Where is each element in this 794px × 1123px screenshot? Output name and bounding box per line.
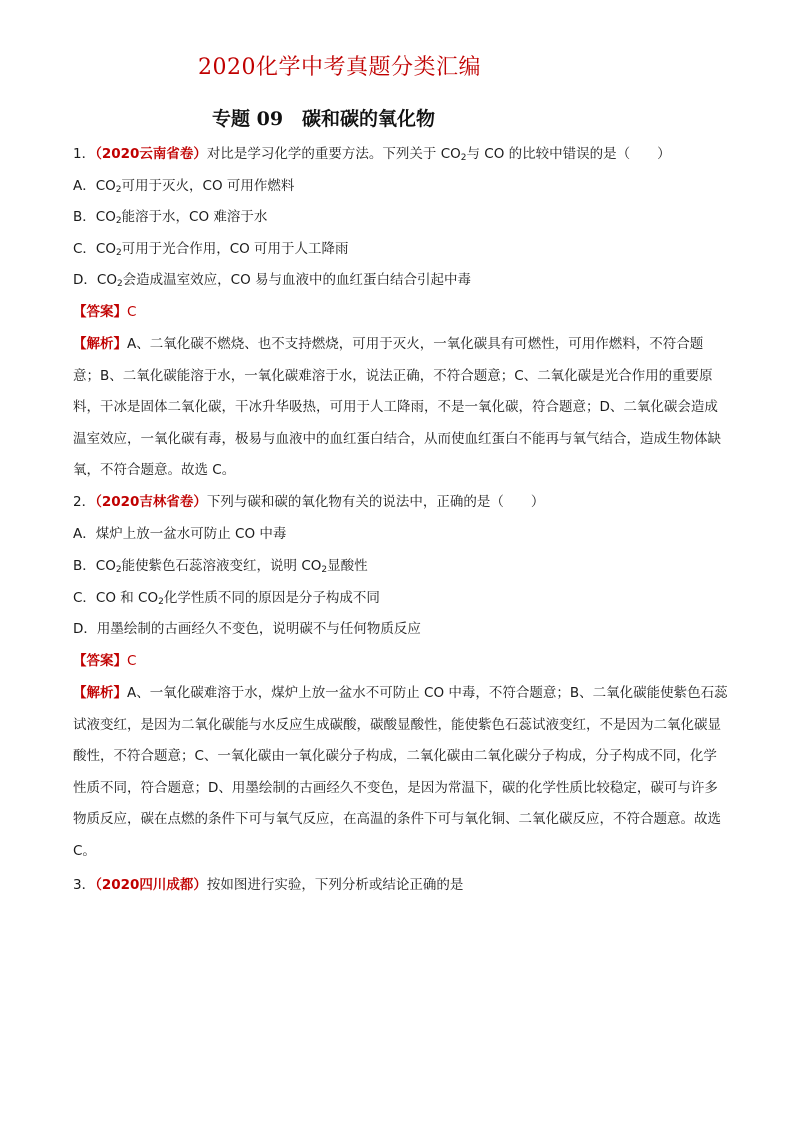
question-1-option-d xyxy=(73,270,471,290)
question-2-option-c xyxy=(73,588,380,608)
option-text: A．煤炉上放一盆水可防止 CO 中毒 xyxy=(73,526,287,542)
stem-text: 与 CO 的比较中错误的是（ ） xyxy=(466,146,671,162)
question-1-option-b xyxy=(73,207,267,227)
question-1-option-a xyxy=(73,176,294,196)
analysis-text: A、一氧化碳难溶于水，煤炉上放一盆水不可防止 CO 中毒，不符合题意；B、二氧化碳能使紫色石蕊试液变红，是因为二氧化碳能与水反应生成碳酸，碳酸显酸性，能使紫色石蕊试液变红，不是因为二氧化碳显酸性，不符合题意；C、一氧化碳由一氧化碳分子构成，二氧化碳由二氧化碳分子构成，分子构成不同，化学性质不同，符合题意；D、用墨绘制的古画经久不变色，是因为常温下，碳的化学性质比较稳定，碳可与许多物质反应，碳在点燃的条件下可与氧气反应，在高温的条件下可与氧化铜、二氧化碳反应，不符合题意。故选 C。 xyxy=(73,685,728,859)
stem-text: 按如图进行实验，下列分析或结论正确的是 xyxy=(206,877,464,893)
option-text: D．CO xyxy=(73,272,117,288)
question-number: 2． xyxy=(73,494,96,510)
question-3-stem xyxy=(73,875,463,895)
option-text: 显酸性 xyxy=(327,558,368,574)
question-2-option-a xyxy=(73,524,286,544)
question-1-answer xyxy=(73,302,136,322)
subscript: 2 xyxy=(158,597,164,607)
option-text: 化学性质不同的原因是分子构成不同 xyxy=(163,590,380,606)
question-number: 3． xyxy=(73,877,96,893)
option-text: 会造成温室效应，CO 易与血液中的血红蛋白结合引起中毒 xyxy=(122,272,472,288)
option-text: 能溶于水，CO 难溶于水 xyxy=(121,209,268,225)
subscript: 2 xyxy=(116,279,123,289)
option-text: 可用于灭火，CO 可用作燃料 xyxy=(121,178,295,194)
subscript: 2 xyxy=(115,216,122,226)
subscript: 2 xyxy=(321,565,328,575)
question-source: （2020云南省卷） xyxy=(95,146,207,162)
question-1-analysis xyxy=(73,329,729,487)
option-text: D．用墨绘制的古画经久不变色，说明碳不与任何物质反应 xyxy=(73,621,421,637)
question-2-option-d xyxy=(73,619,421,639)
subscript: 2 xyxy=(115,565,122,575)
question-2-answer xyxy=(73,651,136,671)
option-text: A．CO xyxy=(73,178,116,194)
question-2-stem xyxy=(73,492,544,512)
subscript: 2 xyxy=(115,185,122,195)
analysis-label: 【解析】 xyxy=(73,336,127,352)
question-1-stem xyxy=(73,144,671,164)
question-1-option-c xyxy=(73,239,349,259)
option-text: C．CO 和 CO xyxy=(73,590,159,606)
option-text: 能使紫色石蕊溶液变红，说明 CO xyxy=(121,558,322,574)
question-2-analysis xyxy=(73,678,729,868)
analysis-label: 【解析】 xyxy=(73,685,127,701)
analysis-text: A、二氧化碳不燃烧、也不支持燃烧，可用于灭火，一氧化碳具有可燃性，可用作燃料，不符合题意；B、二氧化碳能溶于水，一氧化碳难溶于水，说法正确，不符合题意；C、二氧化碳是光合作用的重要原料，干冰是固体二氧化碳，干冰升华吸热，可用于人工降雨，不是一氧化碳，符合题意；D、二氧化碳会造成温室效应，一氧化碳有毒，极易与血液中的血红蛋白结合，从而使血红蛋白不能再与氧气结合，造成生物体缺氧，不符合题意。故选 C。 xyxy=(73,336,721,479)
option-text: 可用于光合作用，CO 可用于人工降雨 xyxy=(121,241,349,257)
answer-value: C xyxy=(127,304,137,320)
answer-label: 【答案】 xyxy=(73,304,127,320)
subscript: 2 xyxy=(115,248,122,258)
subscript: 2 xyxy=(460,153,467,163)
answer-value: C xyxy=(127,653,137,669)
option-text: B．CO xyxy=(73,209,116,225)
stem-text: 下列与碳和碳的氧化物有关的说法中，正确的是（ ） xyxy=(206,494,545,510)
question-source: （2020吉林省卷） xyxy=(95,494,207,510)
option-text: B．CO xyxy=(73,558,116,574)
document-subtitle: 专题 09 碳和碳的氧化物 xyxy=(212,108,436,130)
stem-text: 对比是学习化学的重要方法。下列关于 CO xyxy=(206,146,461,162)
document-title: 2020化学中考真题分类汇编 xyxy=(198,55,481,80)
option-text: C．CO xyxy=(73,241,116,257)
answer-label: 【答案】 xyxy=(73,653,127,669)
question-2-option-b xyxy=(73,556,368,576)
question-number: 1． xyxy=(73,146,96,162)
question-source: （2020四川成都） xyxy=(95,877,207,893)
